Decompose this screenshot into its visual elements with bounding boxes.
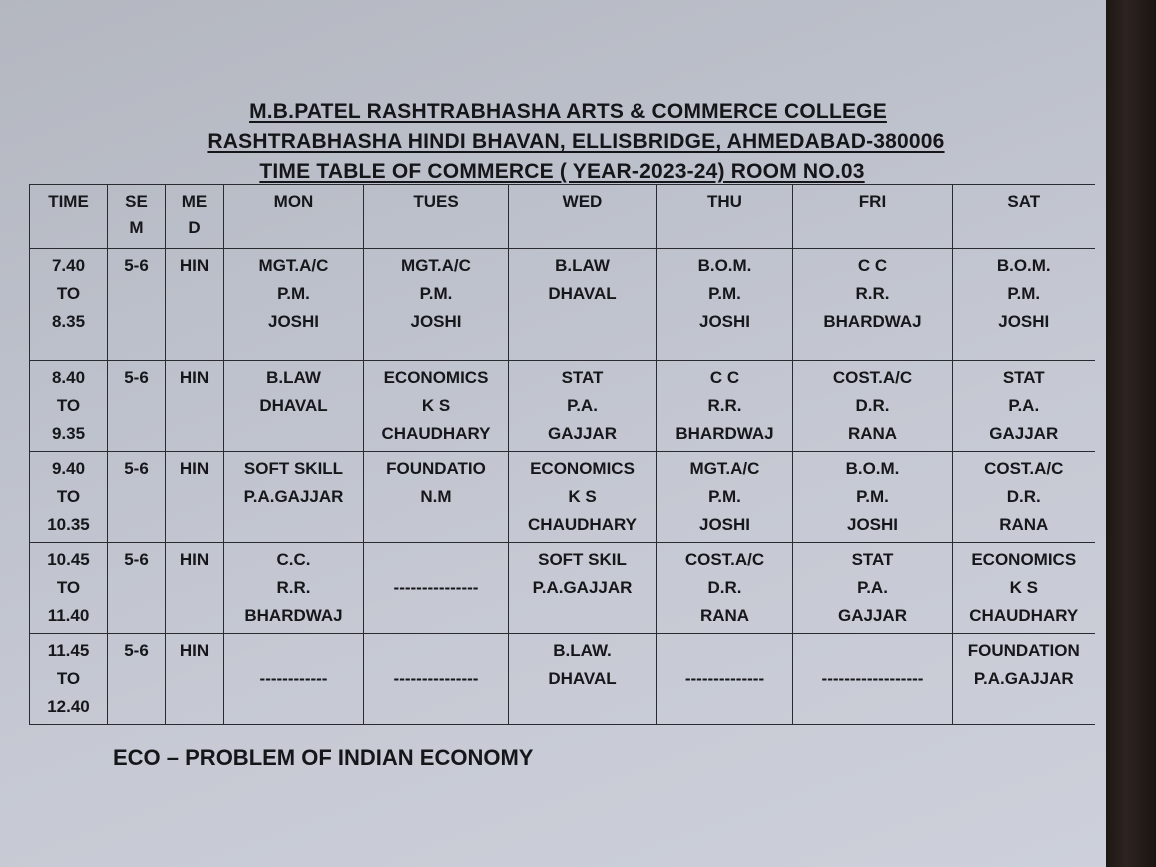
free-slot-fri: ------------------ (793, 634, 953, 725)
col-header-sat: SAT (953, 185, 1095, 249)
teacher-name: BHARDWAJ (675, 424, 774, 443)
col-header-fri: FRI (793, 185, 953, 249)
time-line: TO (56, 578, 81, 597)
lecture-cell-mon (224, 249, 364, 361)
college-name: M.B.PATEL RASHTRABHASHA ARTS & COMMERCE COLLEGE (249, 100, 887, 123)
lecture-cell-wed (509, 452, 657, 543)
semester-cell: 5-6 (108, 634, 166, 725)
teacher-name: D.R. (855, 396, 890, 415)
teacher-name: RANA (999, 515, 1049, 534)
lecture-cell-sat (953, 634, 1095, 725)
time-line: 12.40 (47, 697, 90, 716)
college-address: RASHTRABHASHA HINDI BHAVAN, ELLISBRIDGE, AHMEDABAD-380006 (207, 130, 945, 153)
time-line: 10.45 (47, 550, 90, 569)
col-header-mon: MON (224, 185, 364, 249)
teacher-name: CHAUDHARY (381, 424, 491, 443)
lecture-cell-tues (364, 249, 509, 361)
time-cell (30, 361, 108, 452)
col-header-wed: WED (509, 185, 657, 249)
table-row (30, 361, 1095, 452)
medium-cell: HIN (166, 361, 224, 452)
subject-name: C C (857, 256, 888, 275)
teacher-name: P.A. (857, 578, 888, 597)
teacher-name: D.R. (1006, 487, 1041, 506)
teacher-name: P.M. (419, 284, 453, 303)
teacher-name: JOSHI (698, 312, 751, 331)
subject-name: SOFT SKIL (538, 550, 627, 569)
teacher-name: DHAVAL (548, 284, 617, 303)
lecture-cell-thu (657, 452, 793, 543)
subject-name: B.O.M. (697, 256, 752, 275)
time-line: 9.40 (51, 459, 86, 478)
time-line: TO (56, 487, 81, 506)
time-line: TO (56, 669, 81, 688)
teacher-name: JOSHI (267, 312, 320, 331)
teacher-name: RANA (699, 606, 750, 625)
time-line: 10.35 (47, 515, 90, 534)
free-slot-tues: --------------- (364, 634, 509, 725)
lecture-cell-wed (509, 634, 657, 725)
time-line: 11.45 (47, 641, 90, 660)
lecture-cell-sat (953, 543, 1095, 634)
teacher-name: P.A.GAJJAR (243, 487, 344, 506)
lecture-cell-sat (953, 452, 1095, 543)
teacher-name: K S (421, 396, 451, 415)
subject-name: ECONOMICS (971, 550, 1077, 569)
subject-name: FOUNDATIO (386, 459, 486, 478)
teacher-name: JOSHI (998, 312, 1050, 331)
subject-name: MGT.A/C (689, 459, 760, 478)
time-line: TO (56, 284, 81, 303)
teacher-name: P.A. (567, 396, 598, 415)
lecture-cell-wed (509, 249, 657, 361)
lecture-cell-fri (793, 249, 953, 361)
subject-name: C.C. (276, 550, 311, 569)
col-header-med-line1: ME (181, 192, 208, 211)
teacher-name: K S (1009, 578, 1038, 597)
semester-cell: 5-6 (108, 543, 166, 634)
subject-name: B.LAW (266, 368, 321, 387)
medium-cell: HIN (166, 452, 224, 543)
subject-name: STAT (851, 550, 894, 569)
lecture-cell-mon (224, 361, 364, 452)
teacher-name: JOSHI (410, 312, 462, 331)
lecture-cell-mon (224, 452, 364, 543)
time-line: TO (56, 396, 81, 415)
teacher-name: BHARDWAJ (823, 312, 922, 331)
time-cell (30, 249, 108, 361)
teacher-name: BHARDWAJ (244, 606, 343, 625)
lecture-cell-fri (793, 452, 953, 543)
teacher-name: P.A. (1008, 396, 1040, 415)
subject-name: B.O.M. (996, 256, 1051, 275)
lecture-cell-thu (657, 249, 793, 361)
time-cell (30, 634, 108, 725)
teacher-name: N.M (420, 487, 452, 506)
lecture-cell-sat (953, 361, 1095, 452)
medium-cell: HIN (166, 543, 224, 634)
time-line: 7.40 (51, 256, 86, 275)
teacher-name: RANA (847, 424, 898, 443)
free-slot-mon: ------------ (224, 634, 364, 725)
teacher-name: P.M. (856, 487, 889, 506)
teacher-name: K S (568, 487, 597, 506)
subject-name: C C (709, 368, 740, 387)
subject-name: COST.A/C (684, 550, 765, 569)
lecture-cell-tues (364, 361, 509, 452)
teacher-name: D.R. (707, 578, 742, 597)
subject-name: STAT (561, 368, 604, 387)
teacher-name: P.M. (708, 284, 741, 303)
semester-cell: 5-6 (108, 452, 166, 543)
lecture-cell-wed (509, 361, 657, 452)
subject-name: B.O.M. (845, 459, 900, 478)
col-header-time: TIME (30, 185, 108, 249)
semester-cell: 5-6 (108, 249, 166, 361)
semester-cell: 5-6 (108, 361, 166, 452)
col-header-tues: TUES (364, 185, 509, 249)
teacher-name: CHAUDHARY (969, 606, 1079, 625)
teacher-name: DHAVAL (548, 669, 617, 688)
time-line: 8.40 (51, 368, 86, 387)
subject-name: MGT.A/C (401, 256, 471, 275)
lecture-cell-fri (793, 361, 953, 452)
medium-cell: HIN (166, 634, 224, 725)
time-line: 8.35 (51, 312, 86, 331)
table-row (30, 634, 1095, 725)
time-cell (30, 452, 108, 543)
teacher-name: R.R. (707, 396, 742, 415)
teacher-name: P.A.GAJJAR (973, 669, 1074, 688)
free-slot-thu: -------------- (657, 634, 793, 725)
subject-name: B.LAW (555, 256, 610, 275)
col-header-thu: THU (657, 185, 793, 249)
teacher-name: CHAUDHARY (528, 515, 637, 534)
subject-name: STAT (1002, 368, 1045, 387)
lecture-cell-thu (657, 361, 793, 452)
teacher-name: P.M. (277, 284, 310, 303)
time-line: 9.35 (51, 424, 86, 443)
col-header-sem-line2: M (129, 218, 144, 237)
teacher-name: GAJJAR (989, 424, 1059, 443)
teacher-name: JOSHI (698, 515, 751, 534)
col-header-sem-line1: SE (125, 192, 148, 211)
teacher-name: R.R. (276, 578, 311, 597)
header-row (30, 185, 1095, 249)
teacher-name: P.M. (708, 487, 741, 506)
teacher-name: P.M. (1007, 284, 1041, 303)
col-header-med-line2: D (188, 218, 201, 237)
lecture-cell-tues (364, 452, 509, 543)
col-header-med (166, 185, 224, 249)
table-row (30, 543, 1095, 634)
medium-cell: HIN (166, 249, 224, 361)
subject-name: FOUNDATION (967, 641, 1080, 660)
subject-name: ECONOMICS (530, 459, 635, 478)
timetable-title: TIME TABLE OF COMMERCE ( YEAR-2023-24) ROOM NO.03 (259, 160, 865, 183)
subject-name: COST.A/C (832, 368, 913, 387)
lecture-cell-fri (793, 543, 953, 634)
teacher-name: DHAVAL (259, 396, 328, 415)
subject-name: COST.A/C (984, 459, 1064, 478)
lecture-cell-thu (657, 543, 793, 634)
time-line: 11.40 (47, 606, 90, 625)
teacher-name: JOSHI (846, 515, 899, 534)
col-header-sem (108, 185, 166, 249)
timetable (29, 184, 1095, 725)
table-row (30, 452, 1095, 543)
teacher-name: R.R. (855, 284, 890, 303)
table-row (30, 249, 1095, 361)
subject-name: B.LAW. (553, 641, 612, 660)
lecture-cell-mon (224, 543, 364, 634)
lecture-cell-wed (509, 543, 657, 634)
teacher-name: GAJJAR (838, 606, 907, 625)
free-slot-tues: --------------- (364, 543, 509, 634)
time-cell (30, 543, 108, 634)
subject-name: SOFT SKILL (243, 459, 344, 478)
footnote-eco-abbreviation: ECO – PROBLEM OF INDIAN ECONOMY (113, 745, 534, 770)
subject-name: ECONOMICS (383, 368, 489, 387)
teacher-name: P.A.GAJJAR (532, 578, 633, 597)
lecture-cell-sat (953, 249, 1095, 361)
teacher-name: GAJJAR (548, 424, 617, 443)
subject-name: MGT.A/C (258, 256, 329, 275)
